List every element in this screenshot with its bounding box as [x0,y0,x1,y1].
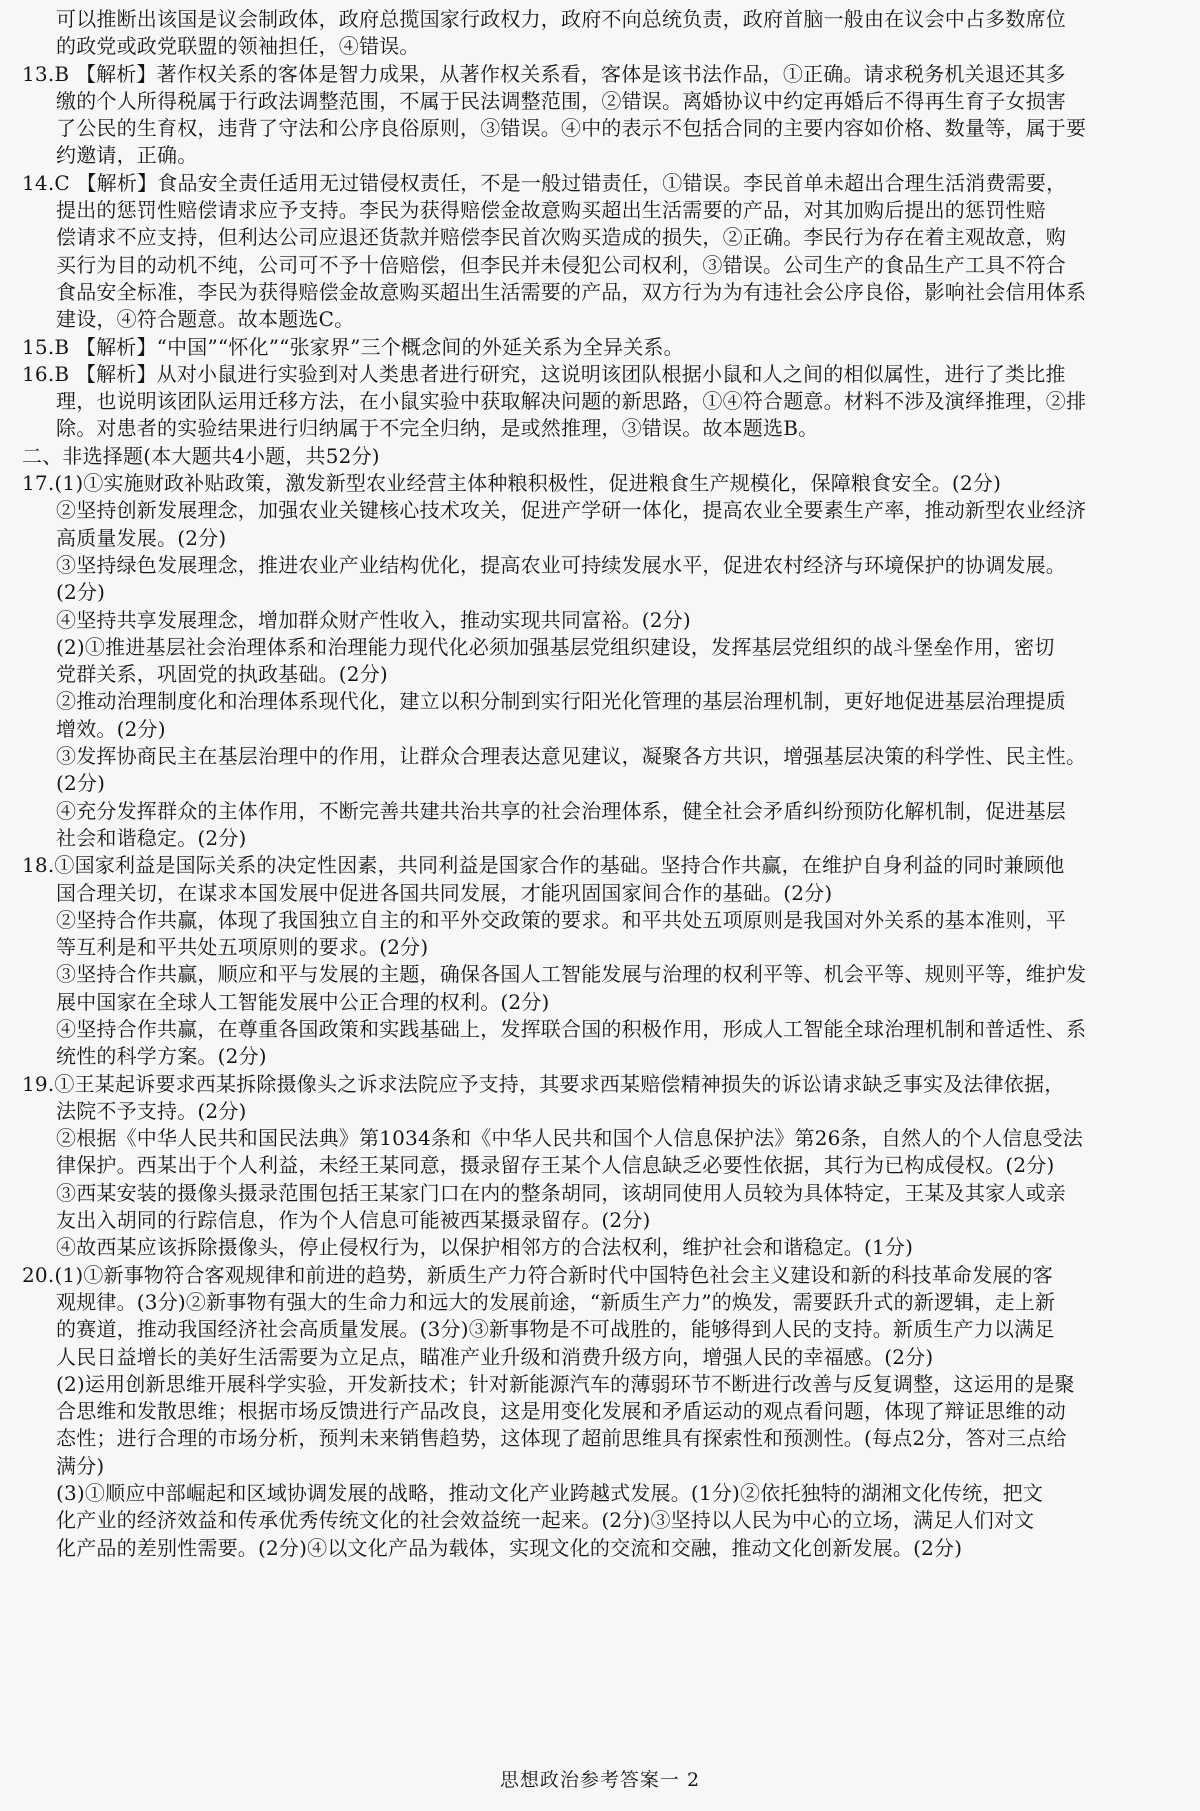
text-line: ②推动治理制度化和治理体系现代化，建立以积分制到实行阳光化管理的基层治理机制，更好地促进基层治理提质 [56,689,1066,714]
text-line: 17.(1)①实施财政补贴政策，激发新型农业经营主体种粮积极性，促进粮食生产规模化，保障粮食安全。(2分) [22,471,1002,496]
text-line: ④坚持共享发展理念，增加群众财产性收入，推动实现共同富裕。(2分) [56,607,691,632]
text-line: 15.B 【解析】“中国”“怀化”“张家界”三个概念间的外延关系为全异关系。 [22,334,684,359]
text-line: ③坚持绿色发展理念，推进农业产业结构优化，提高农业可持续发展水平，促进农村经济与环境保护的协调发展。 [56,552,1066,577]
text-line: (2分) [56,771,106,796]
text-line: 14.C 【解析】食品安全责任适用无过错侵权责任，不是一般过错责任，①错误。李民首单未超出合理生活消费需要， [22,170,1067,195]
text-line: 除。对患者的实验结果进行归纳属于不完全归纳，是或然推理，③错误。故本题选B。 [56,416,819,441]
text-line: 16.B 【解析】从对小鼠进行实验到对人类患者进行研究，这说明该团队根据小鼠和人之间的相似属性，进行了类比推 [22,361,1066,386]
text-line: ④坚持合作共赢，在尊重各国政策和实践基础上，发挥联合国的积极作用，形成人工智能全球治理机制和普适性、系 [56,1016,1087,1041]
text-line: 律保护。西某出于个人利益，未经王某同意，摄录留存王某个人信息缺乏必要性依据，其行为已构成侵权。(2分) [56,1153,1055,1178]
text-line: 满分) [56,1453,105,1478]
text-line: 统性的科学方案。(2分) [56,1044,267,1069]
text-line: ③发挥协商民主在基层治理中的作用，让群众合理表达意见建议，凝聚各方共识，增强基层决策的科学性、民主性。 [56,744,1087,769]
text-line: 买行为目的动机不纯，公司可不予十倍赔偿，但李民并未侵犯公司权利，③错误。公司生产的食品生产工具不符合 [56,252,1066,277]
text-line: 法院不予支持。(2分) [56,1098,247,1123]
text-line: 等互利是和平共处五项原则的要求。(2分) [56,935,429,960]
text-line: (2分) [56,580,106,605]
text-line: 19.①王某起诉要求西某拆除摄像头之诉求法院应予支持，其要求西某赔偿精神损失的诉讼请求缺乏事实及法律依据， [22,1071,1065,1096]
text-line: 合思维和发散思维；根据市场反馈进行产品改良，这是用变化发展和矛盾运动的观点看问题，体现了辩证思维的动 [56,1399,1066,1424]
section-heading: 二、非选择题(本大题共4小题，共52分) [22,443,380,468]
text-line: ②根据《中华人民共和国民法典》第1034条和《中华人民共和国个人信息保护法》第26条，自然人的个人信息受法 [56,1126,1083,1151]
text-line: 的政党或政党联盟的领袖担任，④错误。 [56,34,420,59]
text-line: (3)①顺应中部崛起和区域协调发展的战略，推动文化产业跨越式发展。(1分)②依托独特的湖湘文化传统，把文 [56,1481,1044,1506]
text-line: ③西某安装的摄像头摄录范围包括王某家门口在内的整条胡同，该胡同使用人员较为具体特定，王某及其家人或亲 [56,1180,1066,1205]
text-line: ④故西某应该拆除摄像头，停止侵权行为，以保护相邻方的合法权利，维护社会和谐稳定。(1分) [56,1235,914,1260]
text-line: ②坚持合作共赢，体现了我国独立自主的和平外交政策的要求。和平共处五项原则是我国对外关系的基本准则，平 [56,907,1066,932]
text-line: 高质量发展。(2分) [56,525,227,550]
text-line: 约邀请，正确。 [56,143,198,168]
answer-page [22,6,1172,1562]
text-line: 了公民的生育权，违背了守法和公序良俗原则，③错误。④中的表示不包括合同的主要内容如价格、数量等，属于要 [56,116,1087,141]
text-line: 可以推断出该国是议会制政体，政府总揽国家行政权力，政府不向总统负责，政府首脑一般由在议会中占多数席位 [56,7,1066,31]
text-line: 态性；进行合理的市场分析，预判未来销售趋势，这体现了超前思维具有探索性和预测性。(每点2分，答对三点给 [56,1426,1067,1451]
text-line: 友出入胡同的行踪信息，作为个人信息可能被西某摄录留存。(2分) [56,1208,651,1233]
text-line: 13.B 【解析】著作权关系的客体是智力成果，从著作权关系看，客体是该书法作品，①正确。请求税务机关退还其多 [22,61,1066,86]
text-line: ②坚持创新发展理念，加强农业关键核心技术攻关，促进产学研一体化，提高农业全要素生产率，推动新型农业经济 [56,498,1087,523]
text-line: 展中国家在全球人工智能发展中公正合理的权利。(2分) [56,989,550,1014]
text-line: (2)①推进基层社会治理体系和治理能力现代化必须加强基层党组织建设，发挥基层党组织的战斗堡垒作用，密切 [56,634,1055,659]
text-line: ④充分发挥群众的主体作用，不断完善共建共治共享的社会治理体系，健全社会矛盾纠纷预防化解机制，促进基层 [56,798,1066,823]
text-line: 社会和谐稳定。(2分) [56,825,247,850]
text-line: ③坚持合作共赢，顺应和平与发展的主题，确保各国人工智能发展与治理的权利平等、机会平等、规则平等，维护发 [56,962,1087,987]
text-line: 化产品的差别性需要。(2分)④以文化产品为载体，实现文化的交流和交融，推动文化创新发展。(2分) [56,1535,963,1560]
text-line: 化产业的经济效益和传承优秀传统文化的社会效益统一起来。(2分)③坚持以人民为中心的立场，满足人们对文 [56,1508,1035,1533]
text-line: 观规律。(3分)②新事物有强大的生命力和远大的发展前途，“新质生产力”的焕发，需要跃升式的新逻辑，走上新 [56,1289,1056,1314]
page-footer: 思想政治参考答案一 2 [499,1769,701,1791]
text-line: 食品安全标准，李民为获得赔偿金故意购买超出生活需要的产品，双方行为为有违社会公序良俗，影响社会信用体系 [56,279,1087,304]
text-line: 人民日益增长的美好生活需要为立足点，瞄准产业升级和消费升级方向，增强人民的幸福感。(2分) [56,1344,934,1369]
text-line: 党群关系，巩固党的执政基础。(2分) [56,662,388,687]
text-line: (2)运用创新思维开展科学实验，开发新技术；针对新能源汽车的薄弱环节不断进行改善与反复调整，这运用的是聚 [56,1371,1075,1396]
text-line: 18.①国家利益是国际关系的决定性因素，共同利益是国家合作的基础。坚持合作共赢，在维护自身利益的同时兼顾他 [22,853,1065,878]
text-line: 20.(1)①新事物符合客观规律和前进的趋势，新质生产力符合新时代中国特色社会主义建设和新的科技革命发展的客 [22,1262,1053,1287]
text-line: 国合理关切，在谋求本国发展中促进各国共同发展，才能巩固国家间合作的基础。(2分) [56,880,833,905]
text-line: 的赛道，推动我国经济社会高质量发展。(3分)③新事物是不可战胜的，能够得到人民的支持。新质生产力以满足 [56,1317,1055,1342]
text-line: 建设，④符合题意。故本题选C。 [56,307,355,332]
text-line: 增效。(2分) [56,716,166,741]
text-line: 理，也说明该团队运用迁移方法，在小鼠实验中获取解决问题的新思路，①④符合题意。材料不涉及演绎推理，②排 [56,389,1087,414]
text-line: 缴的个人所得税属于行政法调整范围，不属于民法调整范围，②错误。离婚协议中约定再婚后不得再生育子女损害 [56,88,1066,113]
text-line: 偿请求不应支持，但利达公司应退还货款并赔偿李民首次购买造成的损失，②正确。李民行为存在着主观故意，购 [56,225,1066,250]
text-line: 提出的惩罚性赔偿请求应予支持。李民为获得赔偿金故意购买超出生活需要的产品，对其加购后提出的惩罚性赔 [56,198,1046,223]
